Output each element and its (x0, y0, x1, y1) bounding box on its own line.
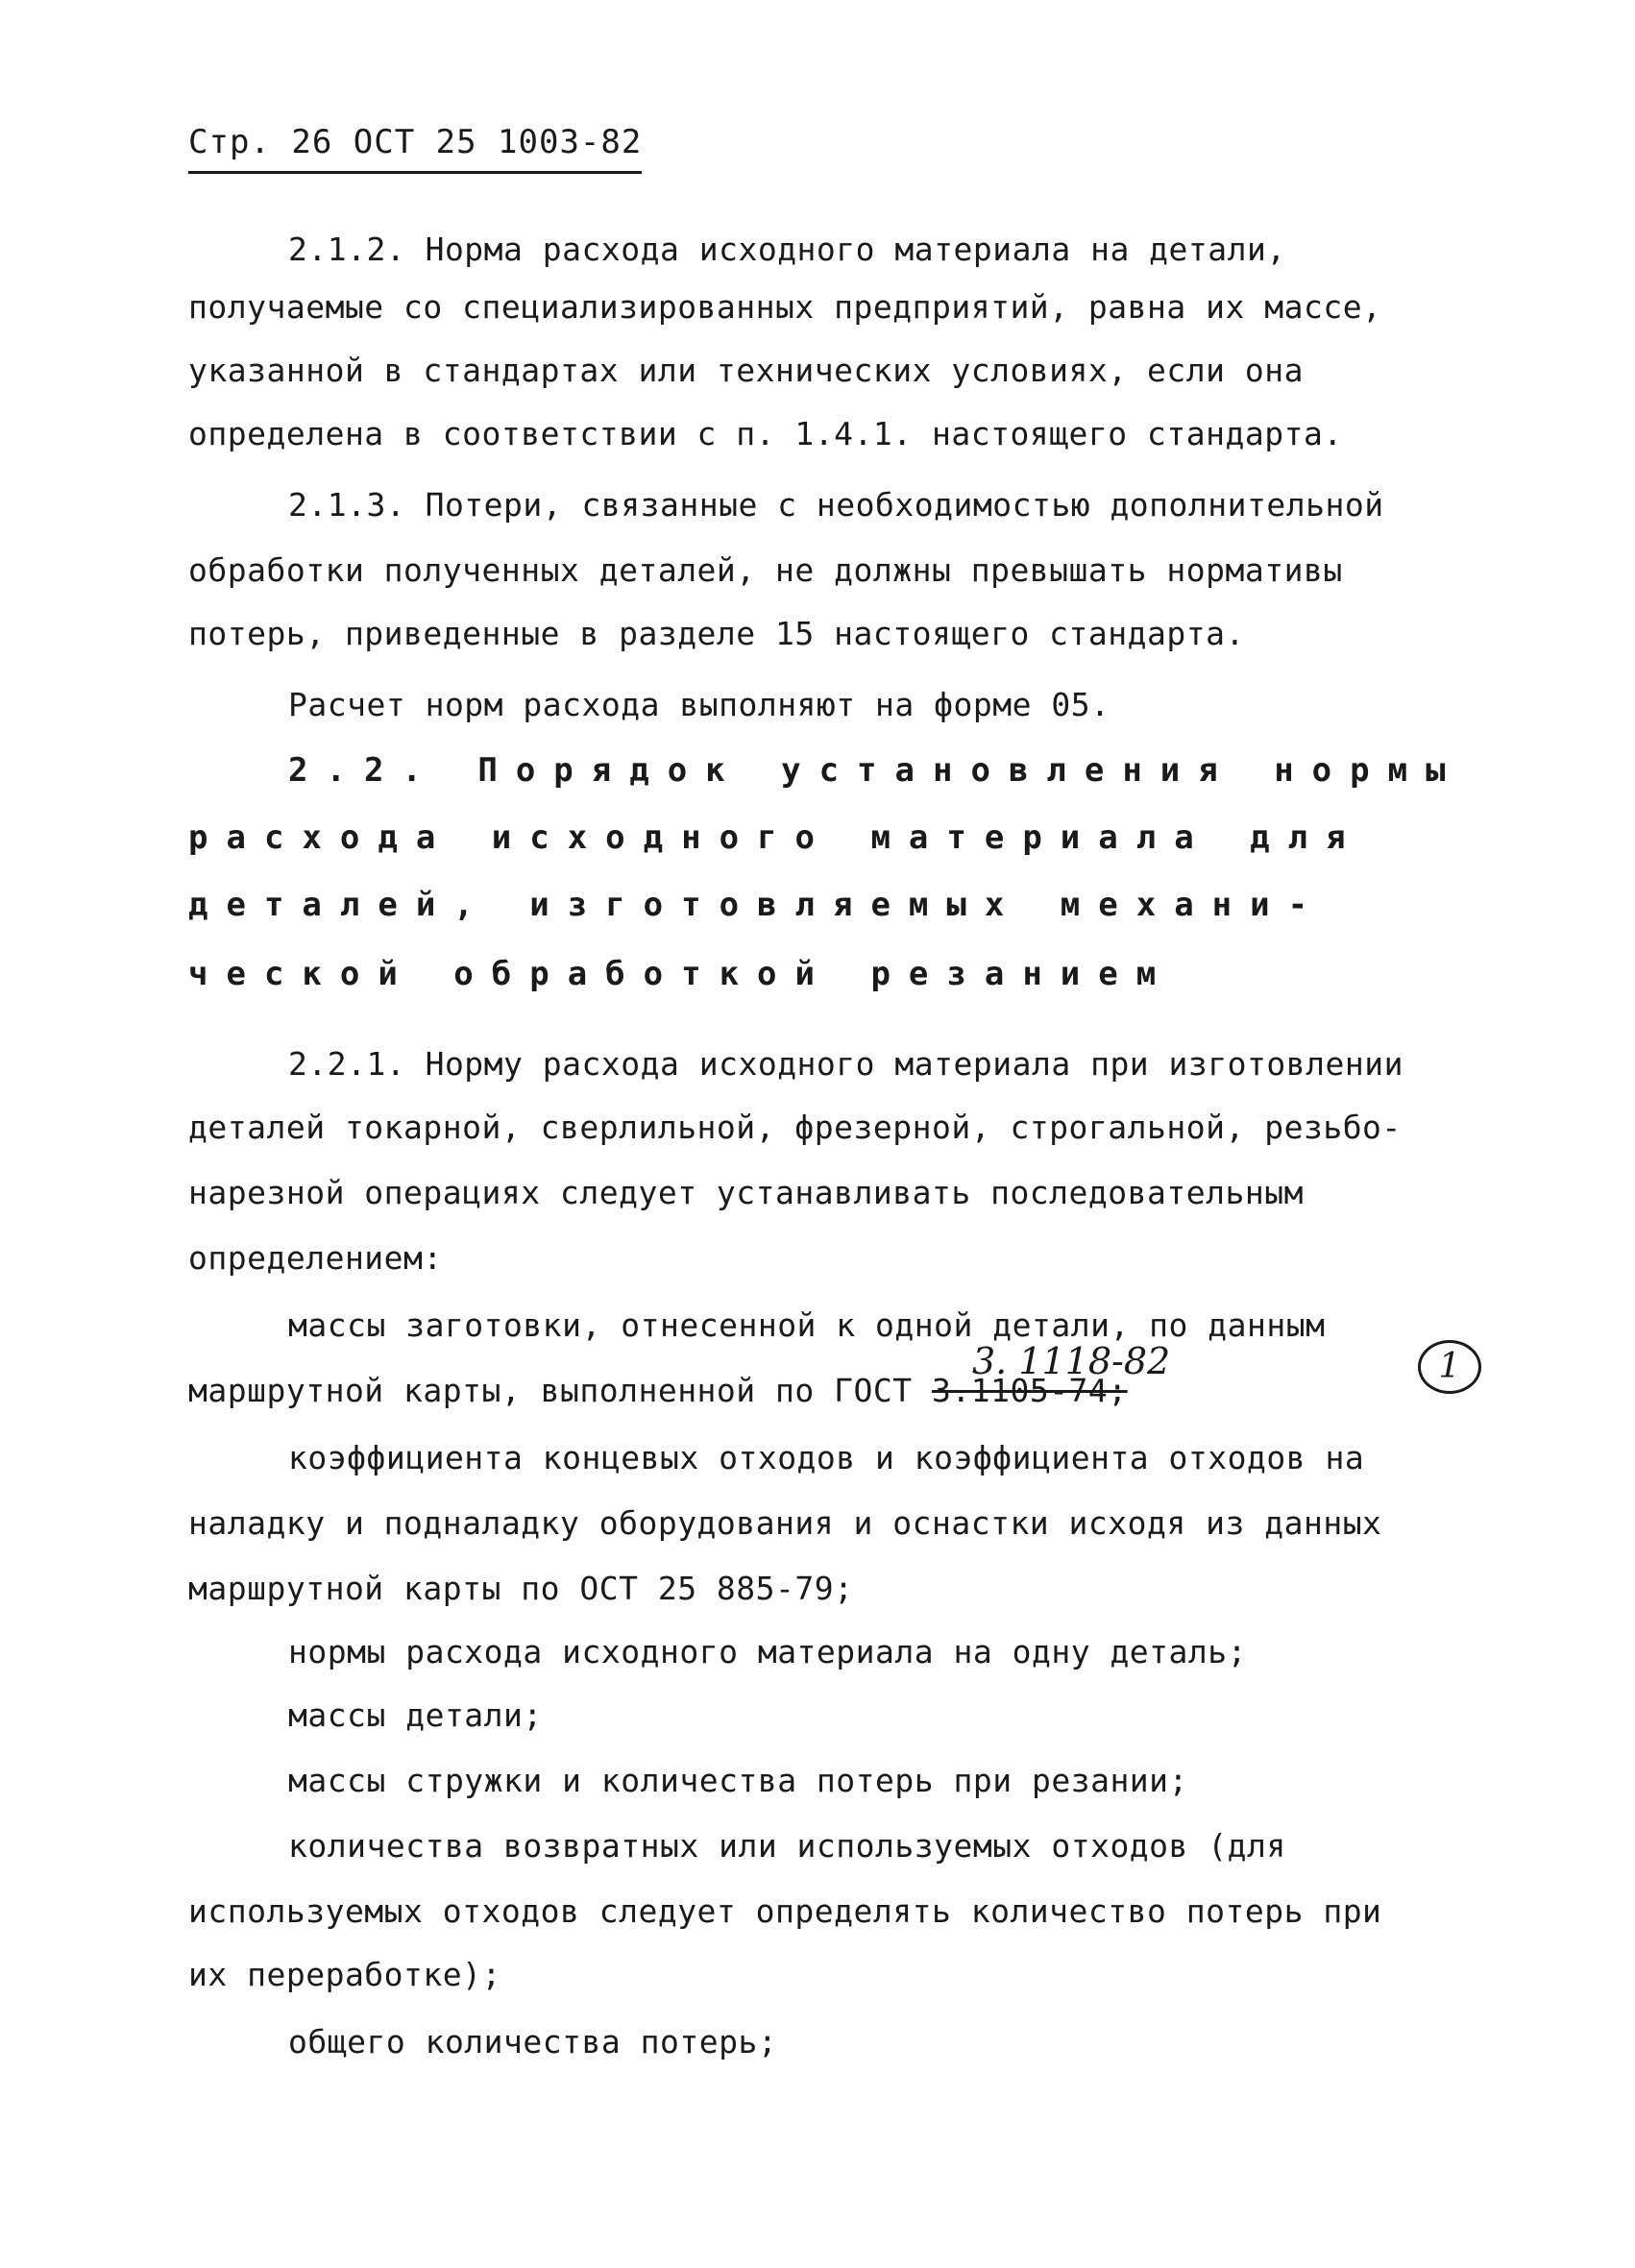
paragraph-line: 2.2.1. Норму расхода исходного материала при изготовлении (288, 1045, 1403, 1083)
paragraph-line: получаемые со специализированных предприятий, равна их массе, (188, 288, 1382, 326)
paragraph-line: маршрутной карты по ОСТ 25 885-79; (188, 1570, 854, 1607)
paragraph-line: определена в соответствии с п. 1.4.1. настоящего стандарта. (188, 415, 1343, 452)
struck-out-reference: 3.1105-74; (931, 1372, 1128, 1409)
section-heading-line: деталей, изготовляемых механи- (188, 886, 1327, 924)
paragraph-line: массы стружки и количества потерь при резании; (288, 1762, 1188, 1799)
change-number-mark: 1 (1418, 1340, 1481, 1394)
handwritten-correction: 3. 1118-82 (972, 1340, 1171, 1382)
paragraph-line: указанной в стандартах или технических условиях, если она (188, 352, 1304, 389)
paragraph-line: 2.1.3. Потери, связанные с необходимостью дополнительной (288, 486, 1384, 524)
paragraph-line: определением: (188, 1239, 443, 1277)
paragraph-line: Расчет норм расхода выполняют на форме 05. (288, 686, 1110, 723)
paragraph-line: массы заготовки, отнесенной к одной детали, по данным (288, 1306, 1326, 1344)
paragraph-line: массы детали; (288, 1696, 543, 1734)
paragraph-line: нарезной операциях следует устанавливать последовательным (188, 1174, 1304, 1211)
paragraph-line: количества возвратных или используемых отходов (для (288, 1827, 1286, 1865)
paragraph-line: 2.1.2. Норма расхода исходного материала на детали, (288, 231, 1286, 268)
paragraph-line: нормы расхода исходного материала на одну деталь; (288, 1633, 1248, 1671)
paragraph-line: потерь, приведенные в разделе 15 настоящего стандарта. (188, 615, 1245, 652)
section-heading-line: 2.2. Порядок установления нормы (288, 751, 1464, 790)
paragraph-line: общего количества потерь; (288, 2023, 778, 2061)
page-header: Стр. 26 ОСТ 25 1003-82 (188, 123, 642, 174)
gost-reference-text: маршрутной карты, выполненной по ГОСТ (188, 1372, 913, 1409)
paragraph-line: деталей токарной, сверлильной, фрезерной, строгальной, резьбо- (188, 1109, 1402, 1146)
paragraph-line: их переработке); (188, 1956, 501, 1993)
section-heading-line: расхода исходного материала для (188, 818, 1364, 857)
section-heading-line: ческой обработкой резанием (188, 955, 1175, 993)
paragraph-line: обработки полученных деталей, не должны превышать нормативы (188, 551, 1343, 589)
paragraph-line: коэффициента концевых отходов и коэффициента отходов на (288, 1439, 1365, 1476)
paragraph-line: наладку и подналадку оборудования и оснастки исходя из данных (188, 1504, 1382, 1542)
paragraph-line: используемых отходов следует определять количество потерь при (188, 1892, 1382, 1930)
